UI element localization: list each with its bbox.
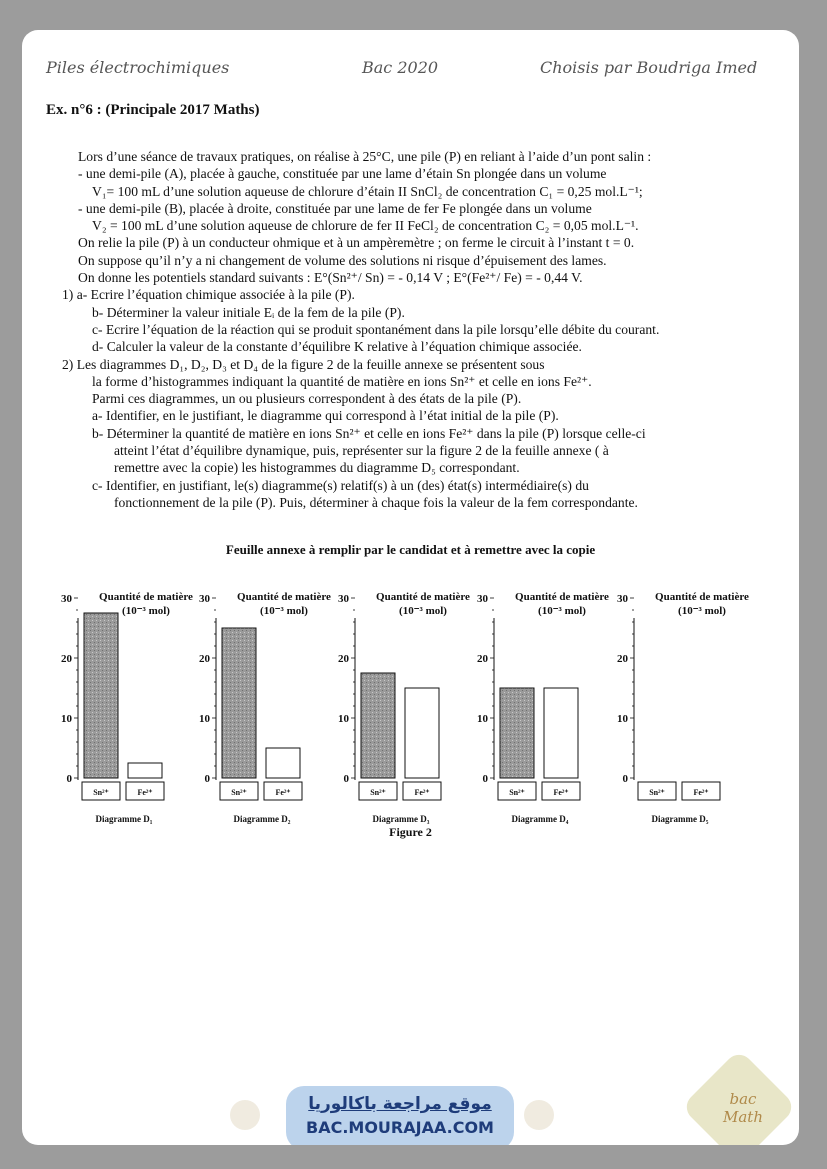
histogram-figure [22,582,799,842]
bar-sn [84,613,118,778]
y-tick-label: 0 [343,773,349,785]
category-label: Fe²⁺ [275,788,291,797]
y-tick-label: 20 [477,653,488,665]
statement-line: atteint l’état d’équilibre dynamique, puis, représenter sur la figure 2 de la feuille annexe ( à [114,443,609,459]
y-tick-label: 20 [199,653,210,665]
statement-line: - une demi-pile (A), placée à gauche, constituée par une lame d’étain Sn plongée dans un volume [78,166,607,182]
bar-sn [222,628,256,778]
question-2b: b- Déterminer la quantité de matière en ions Sn²⁺ et celle en ions Fe²⁺ dans la pile (P) lorsque celle-ci [92,425,646,441]
bar-fe [266,748,300,778]
footer-banner[interactable] [286,1086,514,1145]
y-tick-label: 20 [61,653,72,665]
diagram-title: Diagramme D₁ [95,814,153,824]
statement-line: Parmi ces diagrammes, un ou plusieurs correspondent à des états de la pile (P). [92,391,522,407]
bar-sn [500,688,534,778]
diagram-title: Diagramme D₅ [651,814,709,824]
statement-line: On relie la pile (P) à un conducteur ohmique et à un ampèremètre ; on ferme le circuit à l’instant t = 0. [78,235,635,251]
diagram-title: Diagramme D₂ [233,814,291,824]
category-label: Sn²⁺ [370,788,386,797]
y-tick-label: 10 [617,713,628,725]
y-tick-label: 30 [617,593,628,605]
statement-line: V₂ = 100 mL d’une solution aqueuse de chlorure de fer II FeCl₂ de concentration C₂ = 0,05 mol.L⁻¹. [92,218,639,234]
statement-line: la forme d’histogrammes indiquant la quantité de matière en ions Sn²⁺ et celle en ions Fe²⁺. [92,373,592,389]
header-right: Choisis par Boudriga Imed [540,58,758,77]
annex-title: Feuille annexe à remplir par le candidat et à remettre avec la copie [225,542,596,557]
statement-line: fonctionnement de la pile (P). Puis, déterminer à chaque fois la valeur de la fem correspondante. [114,494,638,510]
header-left: Piles électrochimiques [46,58,230,77]
statement-line: On suppose qu’il n’y a ni changement de volume des solutions ni risque d’épuisement des lames. [78,252,607,268]
category-label: Fe²⁺ [553,788,569,797]
y-tick-label: 20 [338,653,349,665]
y-tick-label: 10 [199,713,210,725]
exam-page [22,30,799,1145]
statement-line: Lors d’une séance de travaux pratiques, on réalise à 25°C, une pile (P) en reliant à l’aide d’un pont salin : [78,149,652,164]
site-logo-right [524,1100,554,1130]
y-tick-label: 10 [338,713,349,725]
y-tick-label: 30 [199,593,210,605]
bar-sn [361,673,395,778]
y-axis-unit: (10⁻³ mol) [678,605,726,617]
y-tick-label: 0 [622,773,628,785]
category-label: Sn²⁺ [509,788,525,797]
footer-arabic-title: موقع مراجعة باكالوريا [308,1094,492,1114]
y-axis-unit: (10⁻³ mol) [122,605,170,617]
category-label: Fe²⁺ [693,788,709,797]
category-label: Sn²⁺ [93,788,109,797]
statement-line: On donne les potentiels standard suivants : E°(Sn²⁺/ Sn) = - 0,14 V ; E°(Fe²⁺/ Fe) = - 0,44 V. [78,270,583,286]
site-logo-left [230,1100,260,1130]
question-1a: 1) a- Ecrire l’équation chimique associée à la pile (P). [62,287,355,303]
y-axis-unit: (10⁻³ mol) [538,605,586,617]
y-tick-label: 30 [477,593,488,605]
y-axis-label: Quantité de matière [515,591,609,603]
bar-fe [128,763,162,778]
header-center: Bac 2020 [362,58,439,77]
statement-line: - une demi-pile (B), placée à droite, constituée par une lame de fer Fe plongée dans un volume [78,200,592,216]
y-axis-unit: (10⁻³ mol) [399,605,447,617]
y-tick-label: 20 [617,653,628,665]
question-1c: c- Ecrire l’équation de la réaction qui se produit spontanément dans la pile lorsqu’elle débite du courant. [92,321,660,337]
y-axis-label: Quantité de matière [376,591,470,603]
figure-label: Figure 2 [389,825,432,839]
diagram-title: Diagramme D₃ [372,814,430,824]
category-label: Sn²⁺ [231,788,247,797]
y-axis-label: Quantité de matière [237,591,331,603]
bar-fe [405,688,439,778]
question-2: 2) Les diagrammes D₁, D₂, D₃ et D₄ de la figure 2 de la feuille annexe se présentent sous [62,356,545,372]
question-2c: c- Identifier, en justifiant, le(s) diagramme(s) relatif(s) à un (des) état(s) intermédiaire(s) du [92,477,589,493]
y-tick-label: 30 [338,593,349,605]
y-tick-label: 0 [482,773,488,785]
statement-line: V₁= 100 mL d’une solution aqueuse de chlorure d’étain II SnCl₂ de concentration C₁ = 0,25 mol.L⁻¹; [92,183,643,199]
y-axis-label: Quantité de matière [655,591,749,603]
y-tick-label: 10 [477,713,488,725]
footer-url-link[interactable]: BAC.MOURAJAA.COM [306,1118,494,1137]
y-tick-label: 10 [61,713,72,725]
y-tick-label: 0 [204,773,210,785]
y-axis-label: Quantité de matière [99,591,193,603]
exercise-statement [62,148,758,511]
bac-math-logo-text: bac Math [723,1090,763,1126]
category-label: Fe²⁺ [137,788,153,797]
y-axis-unit: (10⁻³ mol) [260,605,308,617]
y-tick-label: 30 [61,593,72,605]
question-1d: d- Calculer la valeur de la constante d’équilibre K relative à l’équation chimique associée. [92,339,582,355]
y-tick-label: 0 [66,773,72,785]
exercise-title: Ex. n°6 : (Principale 2017 Maths) [46,102,260,118]
statement-line: remettre avec la copie) les histogrammes du diagramme D₅ correspondant. [114,460,520,476]
question-2a: a- Identifier, en le justifiant, le diagramme qui correspond à l’état initial de la pile (P). [92,408,559,424]
question-1b: b- Déterminer la valeur initiale Eᵢ de la fem de la pile (P). [92,304,405,320]
diagram-title: Diagramme D₄ [511,814,569,824]
category-label: Sn²⁺ [649,788,665,797]
category-label: Fe²⁺ [414,788,430,797]
bar-fe [544,688,578,778]
